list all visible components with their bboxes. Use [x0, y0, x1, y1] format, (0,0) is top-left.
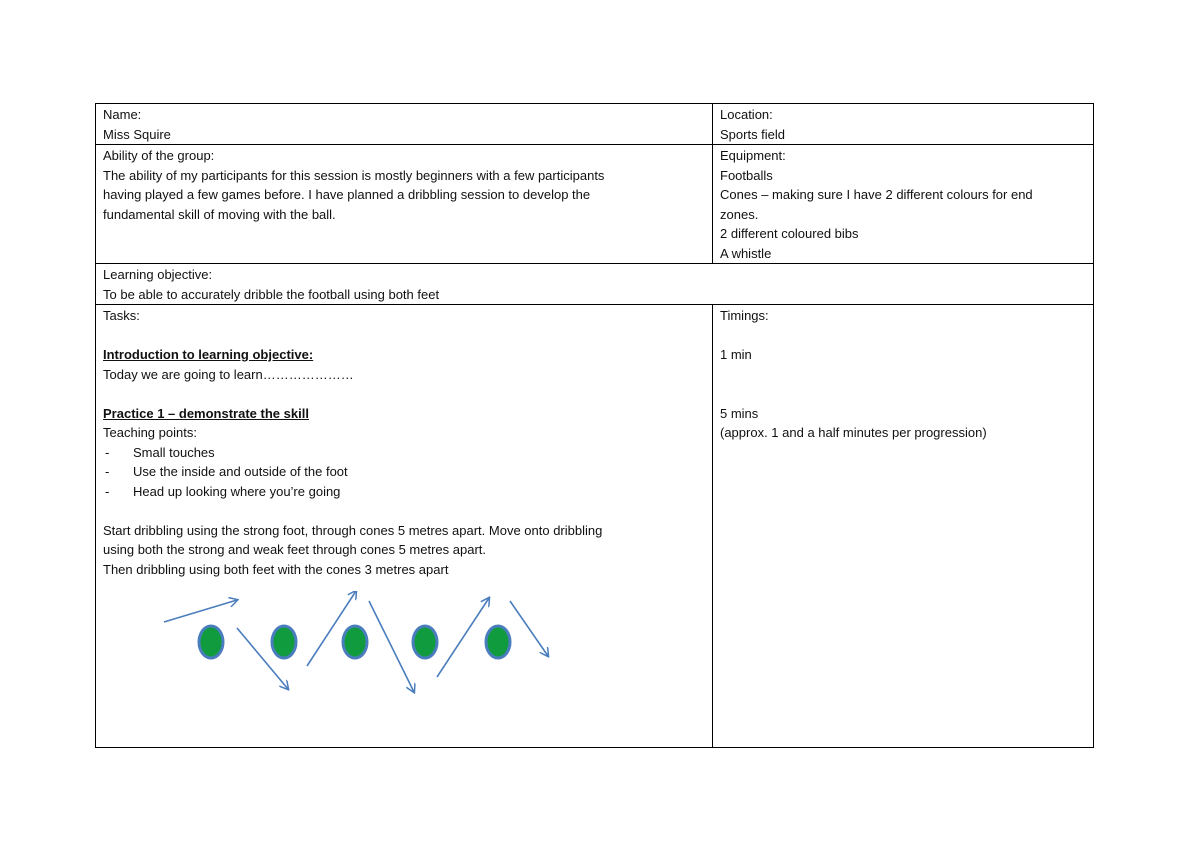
timings-label: Timings: — [720, 308, 769, 323]
blank-line — [103, 384, 705, 404]
description-line: Start dribbling using the strong foot, through cones 5 metres apart. Move onto dribbling — [103, 522, 603, 538]
cone-marker — [486, 626, 510, 658]
equipment-item: 2 different coloured bibs — [720, 226, 859, 241]
cone-marker — [199, 626, 223, 658]
row-objective — [96, 264, 1094, 305]
teaching-points-list — [103, 443, 705, 502]
bullet-dash: - — [105, 464, 110, 479]
row-ability-equipment — [96, 145, 1094, 264]
blank-line — [720, 326, 1086, 346]
list-item — [103, 482, 705, 502]
location-cell — [713, 104, 1094, 145]
intro-text: Today we are going to learn………………… — [103, 366, 354, 382]
teaching-point: Use the inside and outside of the foot — [133, 464, 348, 479]
bullet-dash: - — [105, 444, 110, 460]
ability-line: fundamental skill of moving with the ball. — [103, 206, 336, 222]
ability-cell — [96, 145, 713, 264]
name-value: Miss Squire — [103, 126, 171, 142]
dribbling-drill-diagram — [153, 591, 553, 711]
teaching-point: Small touches — [133, 444, 215, 460]
name-cell — [96, 104, 713, 145]
equipment-item: zones. — [720, 206, 759, 222]
cone-marker — [413, 626, 437, 658]
ability-line: The ability of my participants for this session is mostly beginners with a few participants — [103, 167, 605, 183]
cone-marker — [272, 626, 296, 658]
dribble-arrow — [510, 601, 548, 656]
cones-group — [199, 626, 510, 658]
intro-time: 1 min — [720, 347, 752, 362]
practice-heading: Practice 1 – demonstrate the skill — [103, 405, 309, 421]
intro-heading: Introduction to learning objective: — [103, 347, 314, 362]
bullet-dash: - — [105, 483, 110, 499]
tasks-cell — [96, 305, 713, 748]
list-item — [103, 462, 705, 482]
list-item — [103, 443, 705, 463]
description-line: using both the strong and weak feet through cones 5 metres apart. — [103, 542, 487, 557]
ability-line: having played a few games before. I have planned a dribbling session to develop the — [103, 187, 591, 202]
equipment-cell — [713, 145, 1094, 264]
location-value: Sports field — [720, 126, 786, 142]
blank-line — [720, 365, 1086, 385]
objective-value: To be able to accurately dribble the football using both feet — [103, 286, 440, 302]
timings-cell — [713, 305, 1094, 748]
session-plan-table — [95, 103, 1094, 748]
cone-marker — [343, 626, 367, 658]
location-label: Location: — [720, 107, 773, 122]
dribble-arrow — [164, 600, 237, 622]
equipment-item: Cones – making sure I have 2 different colours for end — [720, 187, 1033, 202]
equipment-item: A whistle — [720, 245, 772, 261]
equipment-item: Footballs — [720, 167, 773, 183]
teaching-point: Head up looking where you’re going — [133, 483, 341, 499]
blank-line — [103, 326, 705, 346]
blank-line — [720, 384, 1086, 404]
objective-cell — [96, 264, 1094, 305]
dribble-arrow — [369, 601, 414, 692]
practice-time-note: (approx. 1 and a half minutes per progression) — [720, 425, 987, 440]
teaching-points-label: Teaching points: — [103, 425, 197, 440]
row-tasks-timings — [96, 305, 1094, 748]
practice-time: 5 mins — [720, 405, 759, 421]
ability-label: Ability of the group: — [103, 148, 215, 163]
dribble-arrow — [437, 598, 489, 677]
tasks-label: Tasks: — [103, 308, 140, 323]
objective-label: Learning objective: — [103, 267, 213, 282]
name-label: Name: — [103, 107, 142, 122]
row-name-location — [96, 104, 1094, 145]
description-line: Then dribbling using both feet with the cones 3 metres apart — [103, 561, 449, 577]
equipment-label: Equipment: — [720, 148, 786, 163]
blank-line — [103, 501, 705, 521]
